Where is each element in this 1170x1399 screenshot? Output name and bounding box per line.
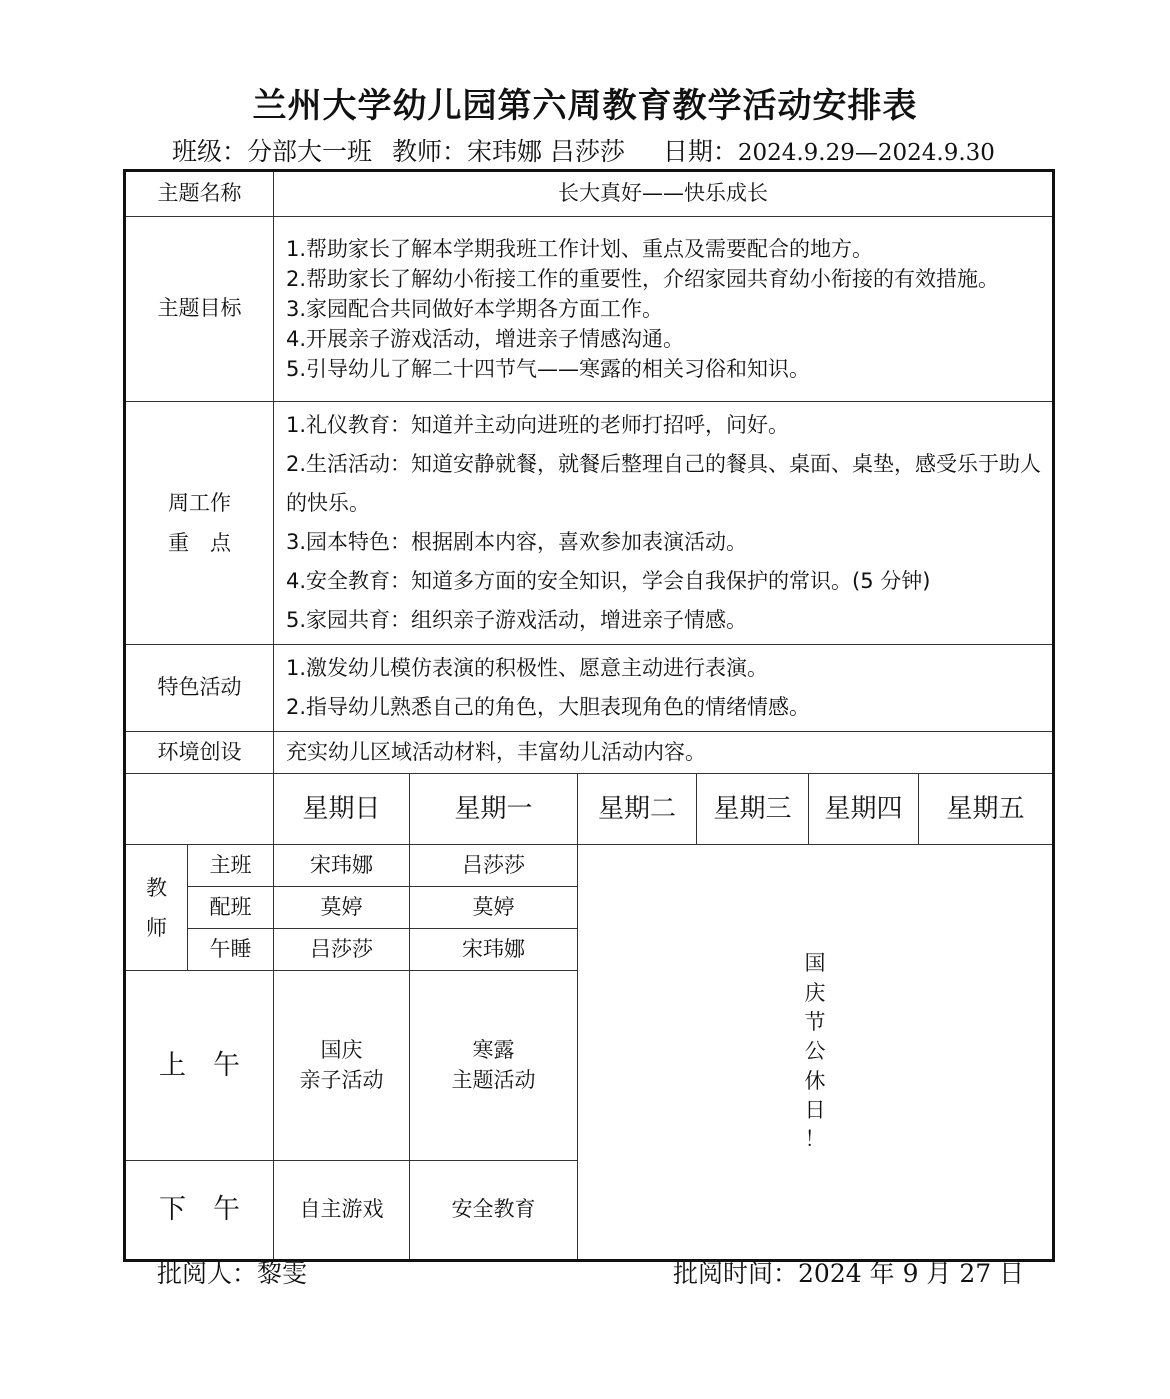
feature-item: 2.指导幼儿熟悉自己的角色，大胆表现角色的情绪情感。 (286, 695, 811, 719)
environment-value: 充实幼儿区域活动材料，丰富幼儿活动内容。 (274, 732, 1054, 774)
focus-item: 1.礼仪教育：知道并主动向进班的老师打招呼，问好。 (286, 413, 790, 437)
day-header-thu: 星期四 (809, 774, 919, 845)
review-year-unit: 年 (869, 1259, 895, 1288)
schedule-table (123, 169, 1055, 1262)
goal-item: 5.引导幼儿了解二十四节气——寒露的相关习俗和知识。 (286, 357, 811, 381)
theme-value: 长大真好——快乐成长 (274, 171, 1054, 217)
feature-label: 特色活动 (125, 645, 274, 732)
feature-item: 1.激发幼儿模仿表演的积极性、愿意主动进行表演。 (286, 656, 769, 680)
feature-row (125, 645, 1054, 732)
holiday-notice: 国 庆 节 公 休 日 ！ (578, 845, 1054, 1261)
review-time-label: 批阅时间： (673, 1259, 799, 1288)
review-time (673, 1254, 1024, 1290)
assist-teacher-mon: 莫婷 (410, 887, 578, 929)
afternoon-label: 下 午 (125, 1161, 274, 1261)
goal-item: 3.家园配合共同做好本学期各方面工作。 (286, 297, 664, 321)
day-header-sun: 星期日 (274, 774, 410, 845)
date-value: 2024.9.29—2024.9.30 (737, 140, 995, 166)
page-title: 兰州大学幼儿园第六周教育教学活动安排表 (252, 86, 918, 126)
day-header-mon: 星期一 (410, 774, 578, 845)
feature-content (274, 645, 1054, 732)
date-label: 日期： (662, 137, 738, 166)
morning-sun: 国庆 亲子活动 (274, 971, 410, 1161)
role-main: 主班 (188, 845, 274, 887)
theme-label: 主题名称 (125, 171, 274, 217)
review-month: 9 (902, 1259, 919, 1288)
theme-row (125, 171, 1054, 217)
goal-item: 1.帮助家长了解本学期我班工作计划、重点及需要配合的地方。 (286, 237, 874, 261)
teacher-label: 教 师 (125, 845, 188, 971)
day-header-fri: 星期五 (919, 774, 1054, 845)
reviewer-label: 批阅人： (157, 1259, 258, 1288)
main-teacher-mon: 吕莎莎 (410, 845, 578, 887)
environment-label: 环境创设 (125, 732, 274, 774)
focus-item: 2.生活活动：知道安静就餐，就餐后整理自己的餐具、桌面、桌垫，感受乐于助人的快乐。 (286, 452, 1042, 515)
morning-mon: 寒露 主题活动 (410, 971, 578, 1161)
goal-item: 4.开展亲子游戏活动，增进亲子情感沟通。 (286, 327, 685, 351)
afternoon-mon: 安全教育 (410, 1161, 578, 1261)
goal-item: 2.帮助家长了解幼小衔接工作的重要性，介绍家园共育幼小衔接的有效措施。 (286, 267, 1000, 291)
afternoon-sun: 自主游戏 (274, 1161, 410, 1261)
review-year: 2024 (798, 1259, 862, 1288)
main-teacher-sun: 宋玮娜 (274, 845, 410, 887)
day-header-wed: 星期三 (697, 774, 809, 845)
goals-content (274, 217, 1054, 402)
reviewer-name: 黎雯 (257, 1259, 308, 1288)
review-day-unit: 日 (999, 1259, 1025, 1288)
reviewer (157, 1254, 307, 1290)
role-assist: 配班 (188, 887, 274, 929)
focus-item: 3.园本特色：根据剧本内容，喜欢参加表演活动。 (286, 530, 748, 554)
review-month-unit: 月 (926, 1259, 952, 1288)
goals-label: 主题目标 (125, 217, 274, 402)
class-label: 班级： (172, 137, 248, 166)
nap-teacher-sun: 吕莎莎 (274, 929, 410, 971)
teacher-value: 宋玮娜 吕莎莎 (466, 137, 625, 166)
header-info (172, 132, 1072, 168)
days-header-blank (125, 774, 274, 845)
environment-row (125, 732, 1054, 774)
nap-teacher-mon: 宋玮娜 (410, 929, 578, 971)
teacher-row-main (125, 845, 1054, 887)
teacher-label: 教师： (391, 137, 467, 166)
class-value: 分部大一班 (247, 137, 373, 166)
review-day: 27 (959, 1259, 992, 1288)
focus-item: 5.家园共育：组织亲子游戏活动，增进亲子情感。 (286, 608, 748, 632)
weekly-focus-content (274, 402, 1054, 645)
days-header-row (125, 774, 1054, 845)
role-nap: 午睡 (188, 929, 274, 971)
focus-item: 4.安全教育：知道多方面的安全知识，学会自我保护的常识。(5 分钟) (286, 569, 931, 593)
weekly-focus-row (125, 402, 1054, 645)
day-header-tue: 星期二 (578, 774, 697, 845)
assist-teacher-sun: 莫婷 (274, 887, 410, 929)
morning-label: 上 午 (125, 971, 274, 1161)
goals-row (125, 217, 1054, 402)
weekly-focus-label: 周工作 重 点 (125, 402, 274, 645)
